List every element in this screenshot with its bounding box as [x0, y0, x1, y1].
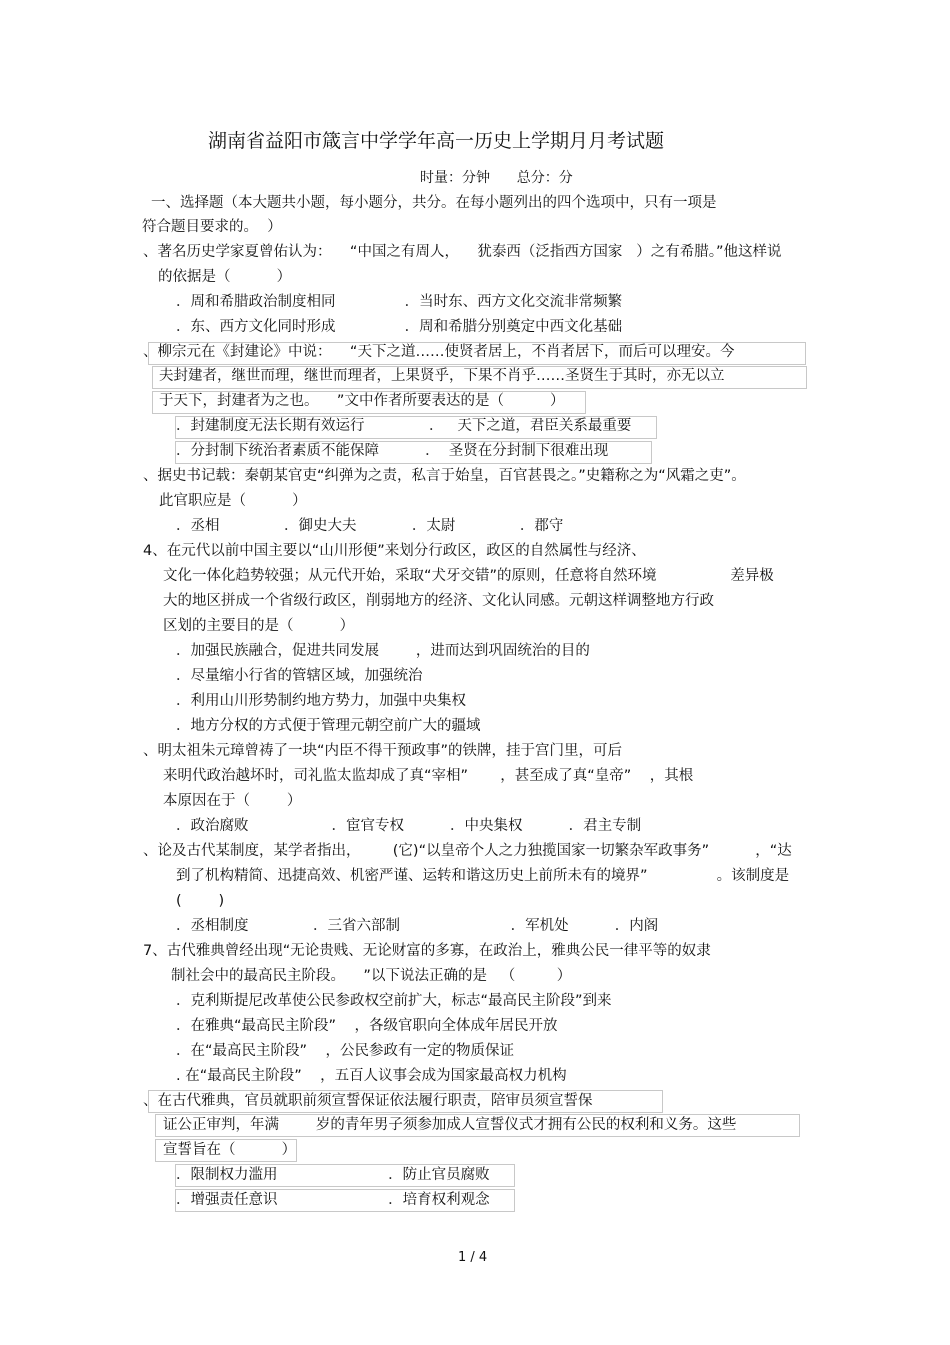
question-stem: 、明太祖朱元璋曾祷了一块“内臣不得干预政事”的铁牌，挂于宫门里，可后 [143, 743, 623, 759]
answer-option: ．丞相 ．御史大夫 ．太尉 ．郡守 [176, 518, 564, 534]
answer-option: ．在雅典“最高民主阶段” ，各级官职向全体成年居民开放 [176, 1018, 558, 1034]
answer-option: ．增强责任意识 ．培育权利观念 [176, 1192, 490, 1208]
question-stem: 此官职应是（ ） [159, 493, 307, 509]
question-stem: 、据史书记载：秦朝某官吏“纠弹为之责，私言于始皇，百官甚畏之。”史籍称之为“风霜之吏”。 [143, 468, 746, 484]
answer-option: ．加强民族融合，促进共同发展 ，进而达到巩固统治的目的 [176, 643, 590, 659]
section-heading: 一、选择题（本大题共小题，每小题分，共分。在每小题列出的四个选项中，只有一项是 [151, 195, 717, 211]
question-stem: 来明代政治越坏时，司礼监太监却成了真“宰相” ，甚至成了真“皇帝” ，其根 [163, 768, 694, 784]
answer-option: ．周和希腊政治制度相同 ．当时东、西方文化交流非常频繁 [176, 294, 623, 310]
question-stem: 、在古代雅典，官员就职前须宣誓保证依法履行职责，陪审员须宣誓保 [143, 1093, 593, 1109]
answer-option: ．在“最高民主阶段” ，公民参政有一定的物质保证 [176, 1043, 514, 1059]
question-stem: 夫封建者，继世而理，继世而理者，上果贤乎，下果不肖乎……圣贤生于其时，亦无以立 [159, 368, 725, 384]
answer-option: ．利用山川形势制约地方势力，加强中央集权 [176, 693, 466, 709]
question-stem: 7、古代雅典曾经出现“无论贵贱、无论财富的多寡，在政治上，雅典公民一律平等的奴隶 [143, 943, 711, 959]
question-stem: 到了机构精简、迅捷高效、机密严谨、运转和谐这历史上前所未有的境界” 。该制度是 [176, 868, 790, 884]
answer-option: ．克利斯提尼改革使公民参政权空前扩大，标志“最高民主阶段”到来 [176, 993, 612, 1009]
question-stem: 文化一体化趋势较强；从元代开始，采取“犬牙交错”的原则，任意将自然环境 差异极 [163, 568, 774, 584]
question-stem: 证公正审判，年满 岁的青年男子须参加成人宣誓仪式才拥有公民的权利和义务。这些 [163, 1117, 737, 1133]
answer-option: ．政治腐败 ．宦官专权 ．中央集权 ．君主专制 [176, 818, 642, 834]
answer-option: ．封建制度无法长期有效运行 ． 天下之道，君臣关系最重要 [176, 418, 632, 434]
question-stem: 、著名历史学家夏曾佑认为： “中国之有周人， 犹泰西（泛指西方国家 ）之有希腊。”他这样说 [143, 244, 782, 260]
question-stem: ( ) [176, 893, 225, 909]
answer-option: ．分封制下统治者素质不能保障 ． 圣贤在分封制下很难出现 [176, 443, 609, 459]
answer-option: ．丞相制度 ．三省六部制 ．军机处 ．内阁 [176, 918, 659, 934]
question-stem: 宣誓旨在（ ） [163, 1142, 297, 1158]
document-title: 湖南省益阳市箴言中学学年高一历史上学期月月考试题 [208, 130, 665, 152]
question-stem: 本原因在于（ ） [163, 793, 302, 809]
answer-option: ．地方分权的方式便于管理元朝空前广大的疆域 [176, 718, 481, 734]
exam-meta: 时量：分钟 总分：分 [420, 170, 573, 186]
answer-option: ．限制权力滥用 ．防止官员腐败 [176, 1167, 490, 1183]
answer-option: ．尽量缩小行省的管辖区域，加强统治 [176, 668, 423, 684]
question-stem: 、柳宗元在《封建论》中说： “天下之道……使贤者居上，不肖者居下，而后可以理安。今 [143, 344, 735, 360]
question-stem: 、论及古代某制度，某学者指出， (它)“以皇帝个人之力独揽国家一切繁杂军政事务” ，“达 [143, 843, 792, 859]
question-stem: 大的地区拼成一个省级行政区，削弱地方的经济、文化认同感。元朝这样调整地方行政 [163, 593, 714, 609]
answer-option: . 在“最高民主阶段” ，五百人议事会成为国家最高权力机构 [176, 1068, 567, 1084]
question-stem: 制社会中的最高民主阶段。 ”以下说法正确的是 （ ） [171, 968, 572, 984]
question-stem: 区划的主要目的是（ ） [163, 618, 355, 634]
question-stem: 4、在元代以前中国主要以“山川形便”来划分行政区，政区的自然属性与经济、 [143, 543, 646, 559]
section-heading: 符合题目要求的。 ） [142, 219, 282, 235]
page-number: 1 / 4 [458, 1250, 488, 1265]
answer-option: ．东、西方文化同时形成 ．周和希腊分别奠定中西文化基础 [176, 319, 623, 335]
question-stem: 于天下，封建者为之也。 ”文中作者所要表达的是（ ） [159, 393, 565, 409]
question-stem: 的依据是（ ） [158, 269, 292, 285]
